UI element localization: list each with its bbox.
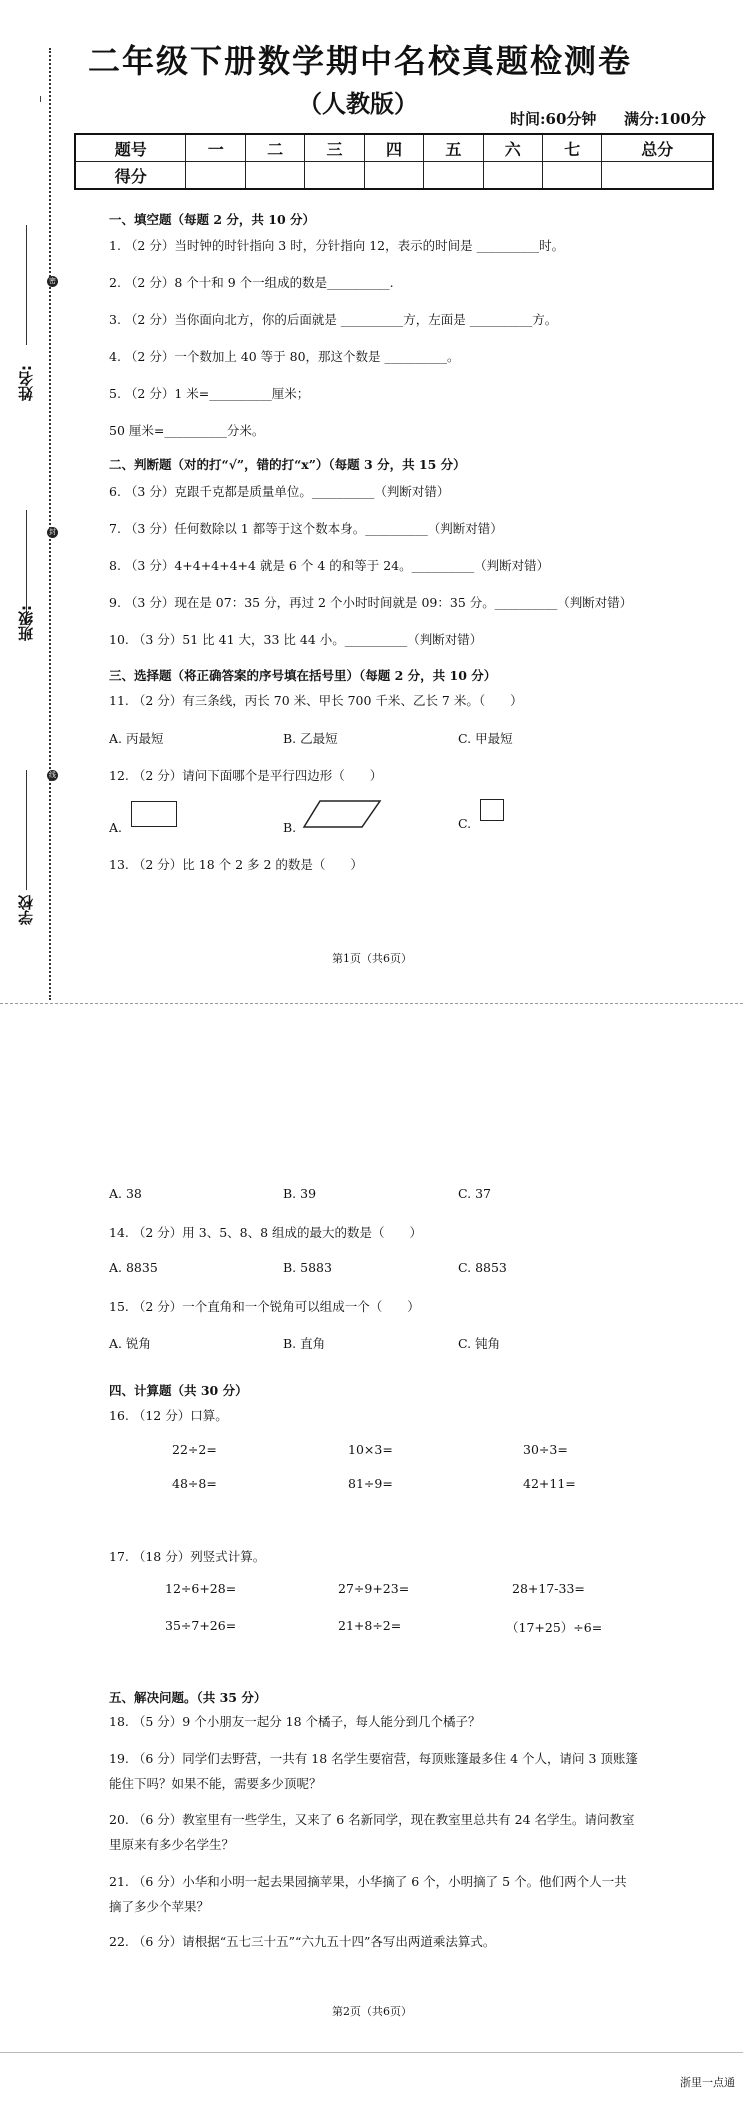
score-table-cell: 题号 bbox=[75, 134, 186, 162]
score-table-cell: 二 bbox=[245, 134, 304, 162]
page-separator bbox=[0, 1003, 743, 1004]
question-16: 16. （12 分）口算。 bbox=[109, 1408, 228, 1423]
question-5b: 50 厘米=__________分米。 bbox=[109, 423, 265, 438]
q12-option-c: C. bbox=[458, 816, 472, 831]
question-2: 2. （2 分）8 个十和 9 个一组成的数是__________. bbox=[109, 275, 394, 290]
question-19b: 能住下吗？如果不能，需要多少顶呢？ bbox=[109, 1776, 322, 1791]
exam-title: 二年级下册数学期中名校真题检测卷 bbox=[88, 42, 633, 80]
school-underline bbox=[26, 770, 27, 890]
q17-item: 35÷7+26= bbox=[165, 1618, 237, 1633]
question-4: 4. （2 分）一个数加上 40 等于 80，那这个数是 __________。 bbox=[109, 349, 460, 364]
question-21b: 摘了多少个苹果？ bbox=[109, 1899, 210, 1914]
question-20b: 里原来有多少名学生？ bbox=[109, 1837, 235, 1852]
brand-watermark: 浙里一点通 bbox=[680, 2076, 735, 2089]
score-table-cell: 四 bbox=[364, 134, 423, 162]
class-label: 班级: bbox=[17, 605, 35, 641]
q16-item: 81÷9= bbox=[348, 1476, 393, 1491]
q14-option-b: B. 5883 bbox=[283, 1260, 332, 1275]
score-input-cell[interactable] bbox=[305, 162, 364, 190]
question-5a: 5. （2 分）1 米=__________厘米； bbox=[109, 386, 310, 401]
exam-time: 时间:60分钟 bbox=[510, 110, 597, 128]
question-1: 1. （2 分）当时钟的时针指向 3 时，分针指向 12，表示的时间是 __________时。 bbox=[109, 238, 565, 253]
bottom-divider bbox=[0, 2052, 743, 2053]
q12-option-a: A. bbox=[109, 820, 123, 835]
q17-item: 27÷9+23= bbox=[338, 1581, 410, 1596]
q17-item: 28+17-33= bbox=[512, 1581, 585, 1596]
question-12: 12. （2 分）请问下面哪个是平行四边形（ ） bbox=[109, 768, 383, 783]
q11-option-c: C. 甲最短 bbox=[458, 731, 513, 746]
question-7: 7. （3 分）任何数除以 1 都等于这个数本身。__________（判断对错） bbox=[109, 521, 503, 536]
question-15: 15. （2 分）一个直角和一个锐角可以组成一个（ ） bbox=[109, 1299, 420, 1314]
q17-item: 12÷6+28= bbox=[165, 1581, 237, 1596]
question-14: 14. （2 分）用 3、5、8、8 组成的最大的数是（ ） bbox=[109, 1225, 423, 1240]
q13-option-a: A. 38 bbox=[109, 1186, 142, 1201]
name-underline bbox=[26, 225, 27, 345]
score-input-cell[interactable] bbox=[364, 162, 423, 190]
seal-dotted-line bbox=[49, 48, 51, 1000]
score-input-cell[interactable] bbox=[424, 162, 483, 190]
score-table-cell: 三 bbox=[305, 134, 364, 162]
exam-full-score: 满分:100分 bbox=[624, 110, 706, 128]
question-6: 6. （3 分）克跟千克都是质量单位。__________（判断对错） bbox=[109, 484, 450, 499]
seal-mark-xian: 线 bbox=[49, 771, 56, 779]
question-10: 10. （3 分）51 比 41 大，33 比 44 小。__________（判断对错） bbox=[109, 632, 483, 647]
question-18: 18. （5 分）9 个小朋友一起分 18 个橘子，每人能分到几个橘子？ bbox=[109, 1714, 481, 1729]
margin-tick bbox=[40, 96, 44, 102]
page-2-footer: 第2页（共6页） bbox=[332, 2005, 412, 2018]
name-label: 姓名: bbox=[17, 365, 35, 401]
q16-item: 30÷3= bbox=[523, 1442, 568, 1457]
q15-option-a: A. 锐角 bbox=[109, 1336, 151, 1351]
question-13: 13. （2 分）比 18 个 2 多 2 的数是（ ） bbox=[109, 857, 363, 872]
page-1-footer: 第1页（共6页） bbox=[332, 952, 412, 965]
score-table bbox=[74, 133, 714, 190]
q15-option-b: B. 直角 bbox=[283, 1336, 326, 1351]
q15-option-c: C. 钝角 bbox=[458, 1336, 501, 1351]
score-table-cell: 总分 bbox=[602, 134, 713, 162]
seal-mark-mi: 密 bbox=[49, 277, 56, 285]
question-21a: 21. （6 分）小华和小明一起去果园摘苹果，小华摘了 6 个，小明摘了 5 个。他们两个人一共 bbox=[109, 1874, 627, 1889]
q16-item: 48÷8= bbox=[172, 1476, 217, 1491]
q17-item: 21+8÷2= bbox=[338, 1618, 402, 1633]
square-shape bbox=[480, 799, 504, 821]
q14-option-a: A. 8835 bbox=[109, 1260, 158, 1275]
q11-option-b: B. 乙最短 bbox=[283, 731, 338, 746]
q16-item: 10×3= bbox=[348, 1442, 393, 1457]
seal-mark-feng: 封 bbox=[49, 528, 56, 536]
score-table-cell: 六 bbox=[483, 134, 542, 162]
q12-option-b: B. bbox=[283, 820, 297, 835]
score-table-score-row bbox=[75, 162, 713, 190]
q13-option-b: B. 39 bbox=[283, 1186, 317, 1201]
rectangle-shape bbox=[131, 801, 177, 827]
score-input-cell[interactable] bbox=[483, 162, 542, 190]
score-input-cell[interactable] bbox=[543, 162, 602, 190]
q13-option-c: C. 37 bbox=[458, 1186, 491, 1201]
score-table-header-row bbox=[75, 134, 713, 162]
score-table-cell: 得分 bbox=[75, 162, 186, 190]
section-3-title: 三、选择题（将正确答案的序号填在括号里）（每题 2 分，共 10 分） bbox=[109, 668, 497, 683]
question-19a: 19. （6 分）同学们去野营，一共有 18 名学生要宿营，每顶账篷最多住 4 个人，请问 3 顶账篷 bbox=[109, 1751, 638, 1766]
question-22: 22. （6 分）请根据“五七三十五”“六九五十四”各写出两道乘法算式。 bbox=[109, 1934, 496, 1949]
q14-option-c: C. 8853 bbox=[458, 1260, 507, 1275]
section-5-title: 五、解决问题。（共 35 分） bbox=[109, 1690, 267, 1705]
school-label: 学校 bbox=[17, 895, 35, 925]
question-11: 11. （2 分）有三条线，丙长 70 米、甲长 700 千米、乙长 7 米。（ ） bbox=[109, 693, 523, 708]
score-table-cell: 七 bbox=[543, 134, 602, 162]
section-4-title: 四、计算题（共 30 分） bbox=[109, 1383, 248, 1398]
question-8: 8. （3 分）4+4+4+4+4 就是 6 个 4 的和等于 24。__________（判断对错） bbox=[109, 558, 550, 573]
exam-page-1 bbox=[0, 0, 743, 1000]
section-2-title: 二、判断题（对的打“√”，错的打“x”）（每题 3 分，共 15 分） bbox=[109, 457, 466, 472]
q16-item: 42+11= bbox=[523, 1476, 576, 1491]
question-17: 17. （18 分）列竖式计算。 bbox=[109, 1549, 266, 1564]
q11-option-a: A. 丙最短 bbox=[109, 731, 164, 746]
parallelogram-shape bbox=[302, 799, 382, 829]
score-input-cell[interactable] bbox=[602, 162, 713, 190]
q17-item: （17+25）÷6= bbox=[506, 1620, 603, 1635]
q16-item: 22÷2= bbox=[172, 1442, 217, 1457]
score-table-cell: 五 bbox=[424, 134, 483, 162]
score-input-cell[interactable] bbox=[186, 162, 245, 190]
score-input-cell[interactable] bbox=[245, 162, 304, 190]
exam-subtitle: （人教版） bbox=[298, 90, 418, 118]
question-20a: 20. （6 分）教室里有一些学生，又来了 6 名新同学，现在教室里总共有 24 名学生。请问教室 bbox=[109, 1812, 635, 1827]
score-table-cell: 一 bbox=[186, 134, 245, 162]
question-9: 9. （3 分）现在是 07：35 分，再过 2 个小时时间就是 09：35 分。__________（判断对错） bbox=[109, 595, 633, 610]
question-3: 3. （2 分）当你面向北方，你的后面就是 __________方，左面是 __________方。 bbox=[109, 312, 558, 327]
section-1-title: 一、填空题（每题 2 分，共 10 分） bbox=[109, 212, 316, 227]
